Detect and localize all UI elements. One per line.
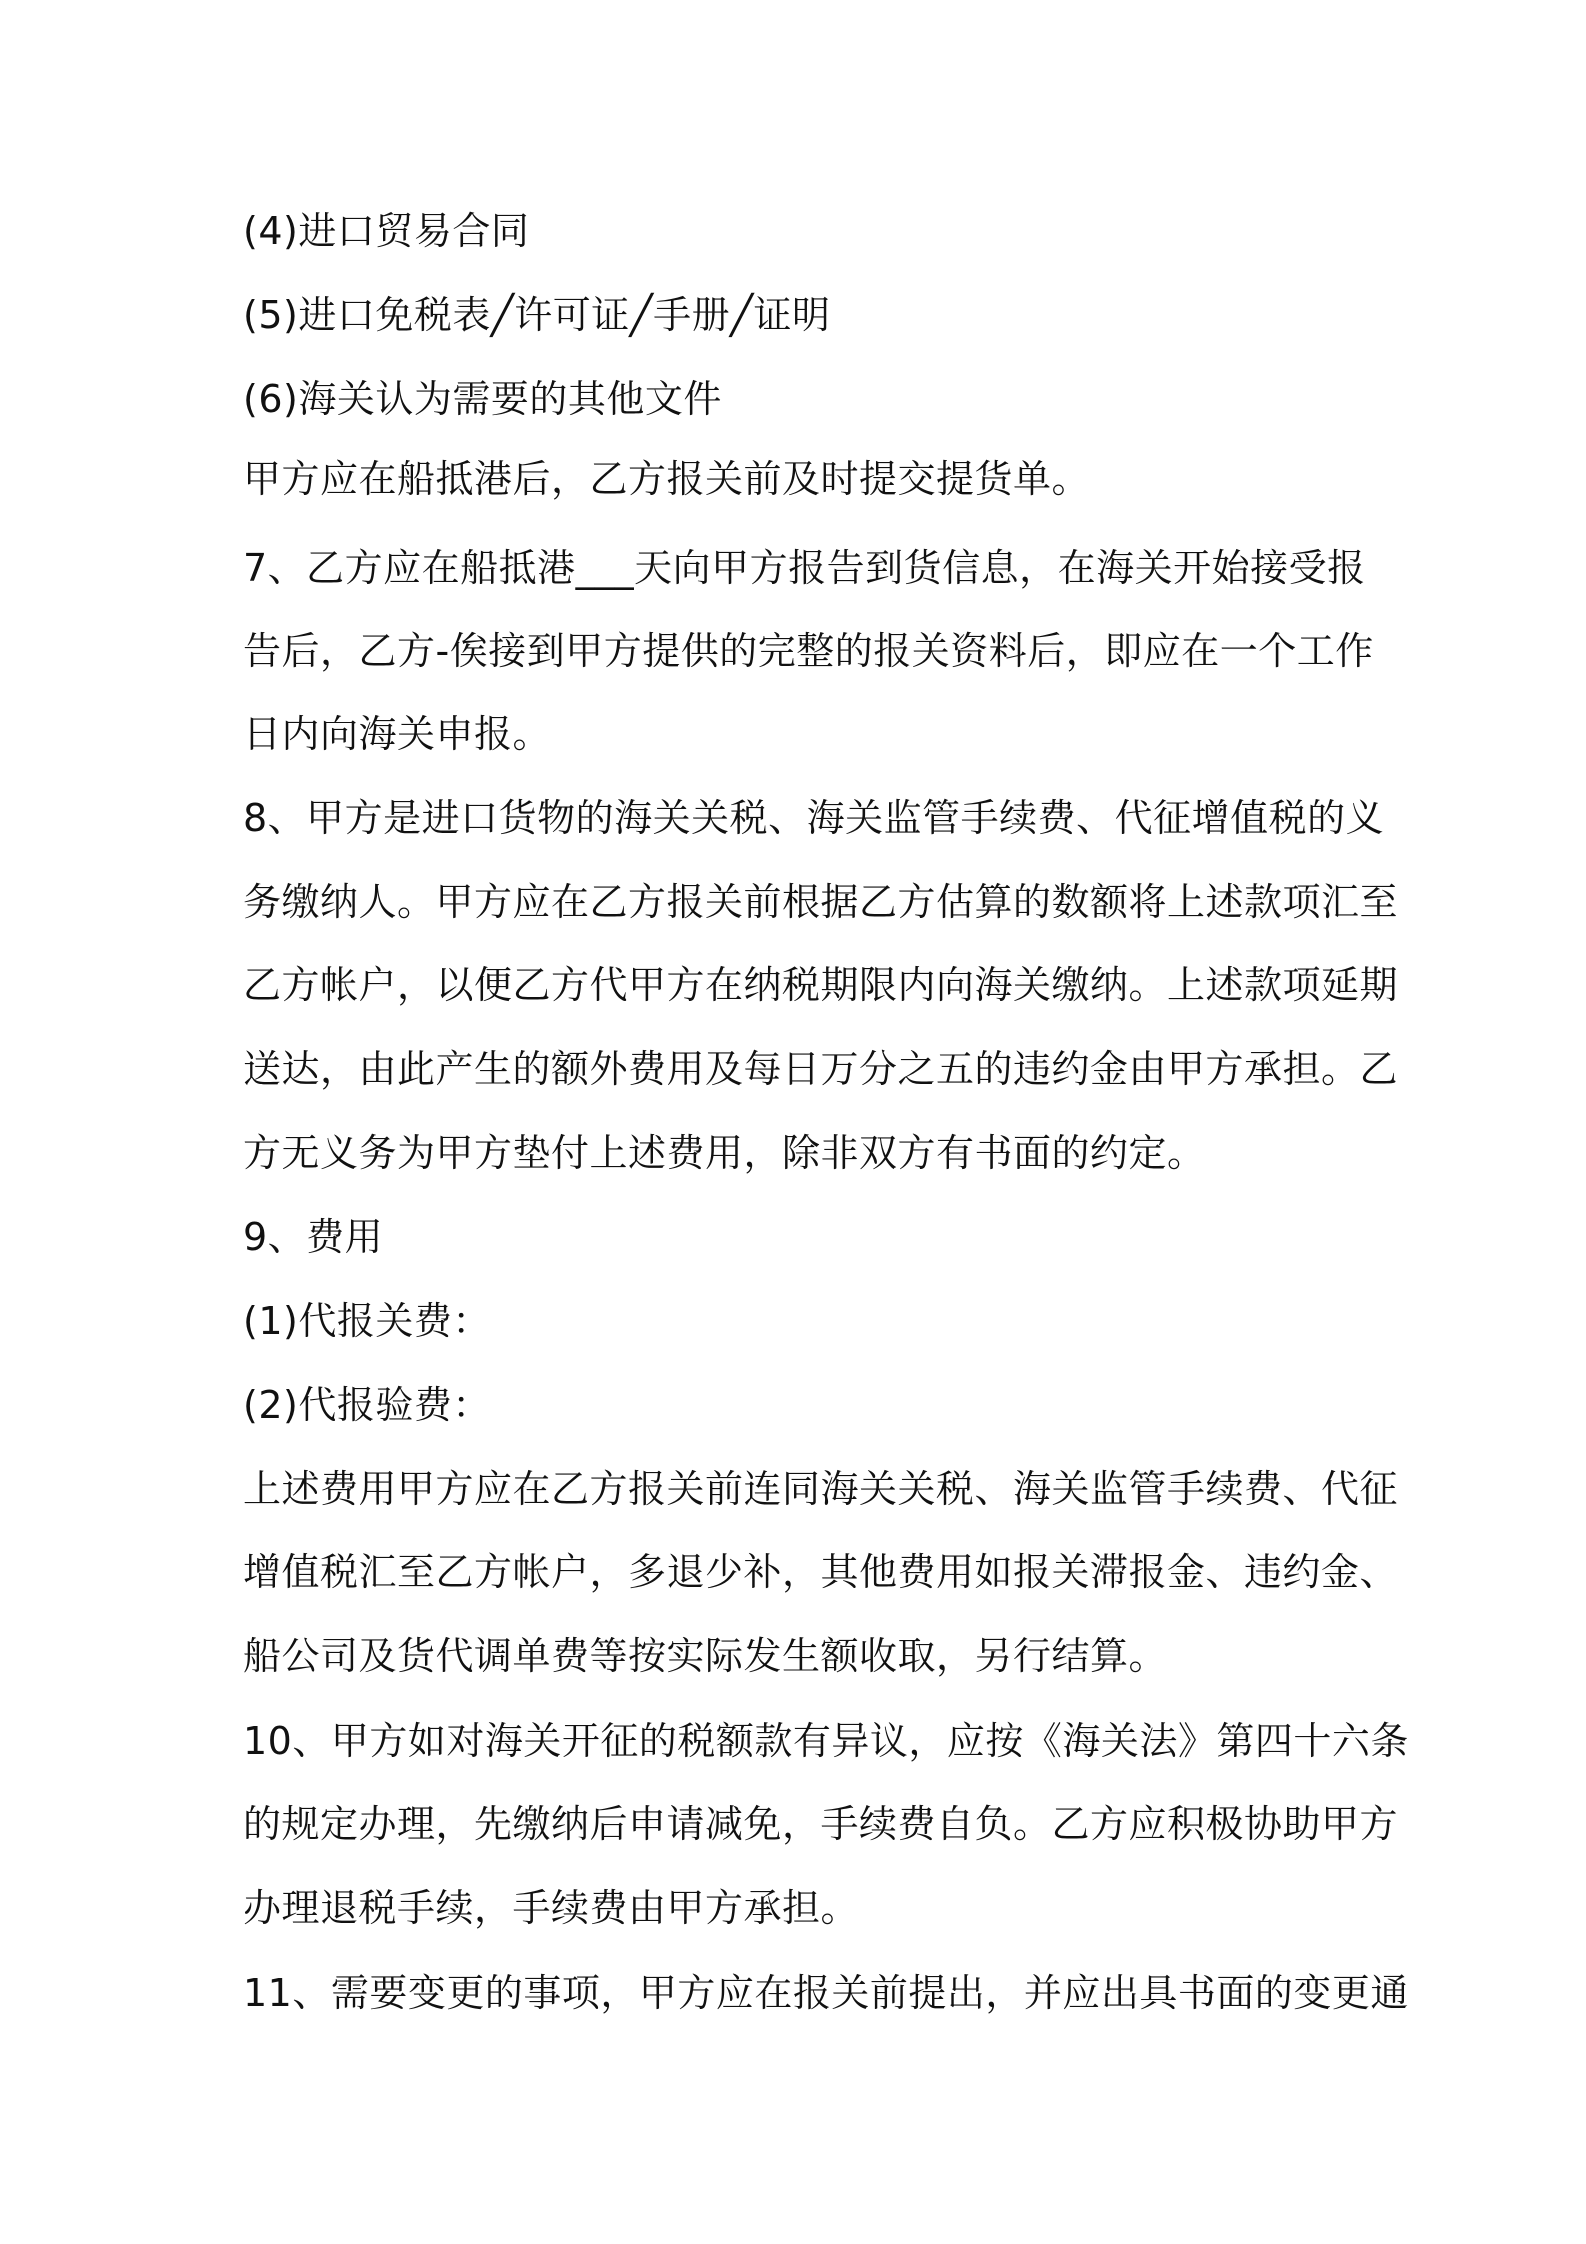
clause-7-line-3: 日内向海关申报。 bbox=[243, 712, 552, 756]
clause-11-line-1: 11、需要变更的事项，甲方应在报关前提出，并应出具书面的变更通 bbox=[243, 1971, 1409, 2015]
clause-8-line-5: 方无义务为甲方垫付上述费用，除非双方有书面的约定。 bbox=[243, 1131, 1206, 1175]
clause-8-line-2: 务缴纳人。甲方应在乙方报关前根据乙方估算的数额将上述款项汇至 bbox=[243, 880, 1399, 924]
item-6-other-documents: (6)海关认为需要的其他文件 bbox=[243, 377, 722, 421]
fees-paragraph-line-1: 上述费用甲方应在乙方报关前连同海关关税、海关监管手续费、代征 bbox=[243, 1467, 1399, 1511]
fees-paragraph-line-2: 增值税汇至乙方帐户，多退少补，其他费用如报关滞报金、违约金、 bbox=[243, 1550, 1399, 1594]
fees-paragraph-line-3: 船公司及货代调单费等按实际发生额收取，另行结算。 bbox=[243, 1634, 1168, 1678]
clause-7-line-1: 7、乙方应在船抵港___天向甲方报告到货信息，在海关开始接受报 bbox=[243, 546, 1366, 590]
clause-10-line-1: 10、甲方如对海关开征的税额款有异议，应按《海关法》第四十六条 bbox=[243, 1719, 1409, 1763]
item-5-duty-free-form: (5)进口免税表╱许可证╱手册╱证明 bbox=[243, 293, 831, 337]
clause-8-line-4: 送达，由此产生的额外费用及每日万分之五的违约金由甲方承担。乙 bbox=[243, 1047, 1399, 1091]
clause-7-line-2: 告后，乙方-俟接到甲方提供的完整的报关资料后，即应在一个工作 bbox=[243, 629, 1374, 673]
clause-8-line-1: 8、甲方是进口货物的海关关税、海关监管手续费、代征增值税的义 bbox=[243, 796, 1385, 840]
clause-10-line-2: 的规定办理，先缴纳后申请减免，手续费自负。乙方应积极协助甲方 bbox=[243, 1802, 1399, 1846]
fee-item-2: (2)代报验费： bbox=[243, 1383, 491, 1427]
clause-9-heading: 9、费用 bbox=[243, 1215, 384, 1259]
fee-item-1: (1)代报关费： bbox=[243, 1299, 491, 1343]
clause-8-line-3: 乙方帐户，以便乙方代甲方在纳税期限内向海关缴纳。上述款项延期 bbox=[243, 963, 1399, 1007]
paragraph-bill-of-lading: 甲方应在船抵港后，乙方报关前及时提交提货单。 bbox=[243, 457, 1091, 501]
clause-10-line-3: 办理退税手续，手续费由甲方承担。 bbox=[243, 1886, 860, 1930]
item-4-import-contract: (4)进口贸易合同 bbox=[243, 209, 530, 253]
